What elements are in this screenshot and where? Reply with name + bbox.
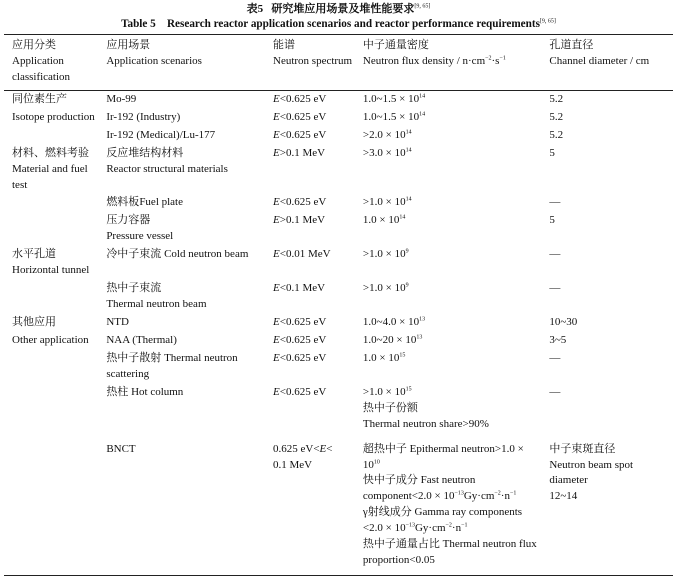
row-diameter: —: [549, 282, 561, 295]
row-flux: 1.0~1.5 × $10^{14}$: [362, 110, 426, 123]
row-scenario: NAA (Thermal): [106, 333, 177, 346]
table-row: [4, 332, 673, 350]
table-row: [4, 212, 673, 246]
caption-chinese: [4, 2, 673, 16]
header-spectrum: 能谱 Neutron spectrum: [273, 39, 353, 67]
row-flux: $>3.0 \times 10^{14}$: [362, 146, 412, 159]
table-row: [4, 350, 673, 384]
row-flux: $>1.0 \times 10^9$: [362, 282, 409, 295]
row-scenario: 热中子散射 Thermal neutron scattering: [106, 351, 238, 380]
table-row: [4, 145, 673, 195]
row-class: [4, 194, 98, 212]
row-spectrum: E<0.625 eV: [273, 110, 327, 123]
row-class: 水平孔道 Horizontal tunnel: [12, 248, 90, 277]
row-scenario: 压力容器 Pressure vessel: [106, 214, 174, 243]
caption-cn-prefix: 表5: [246, 3, 264, 15]
reactor-requirements-table: [4, 34, 673, 576]
row-spectrum: E>0.1 MeV: [273, 146, 326, 159]
row-diameter: 中子束斑直径 Neutron beam spot diameter 12~14: [549, 442, 634, 503]
row-flux: $1.0 \times 10^{15}$: [362, 351, 406, 364]
table-row: [4, 90, 673, 108]
row-diameter: —: [549, 351, 561, 364]
table-row: [4, 434, 673, 576]
row-class: [4, 280, 98, 314]
table-row: [4, 384, 673, 434]
row-scenario: Mo-99: [106, 92, 137, 105]
row-spectrum: E<0.625 eV: [273, 128, 327, 141]
row-spectrum: E>0.1 MeV: [273, 214, 326, 227]
row-scenario: 反应堆结构材料 Reactor structural materials: [106, 146, 228, 175]
table-row: [4, 246, 673, 280]
header-scenarios: 应用场景 Application scenarios: [106, 39, 202, 67]
row-spectrum: 0.625 eV<E< 0.1 MeV: [273, 442, 333, 471]
row-scenario: BNCT: [106, 442, 136, 455]
row-spectrum: E<0.1 MeV: [273, 282, 326, 295]
row-scenario: NTD: [106, 316, 129, 328]
row-flux: $>1.0 \times 10^{14}$: [362, 196, 412, 209]
table-header-row: [4, 35, 673, 91]
row-flux: 1.0~4.0 × $10^{13}$: [362, 316, 426, 328]
row-flux: 1.0~20 × $10^{13}$: [362, 333, 423, 346]
row-diameter: 5.2: [549, 128, 564, 141]
caption-cn-title: 研究堆应用场景及堆性能要求: [271, 3, 415, 15]
row-diameter: —: [549, 248, 561, 261]
header-flux-en: Neutron flux density / $n\cdot cm^{-2}\cdot s^{-1}$: [362, 54, 506, 67]
row-class: 材料、燃料考验 Material and fuel test: [12, 146, 89, 191]
row-class: 同位素生产: [12, 92, 67, 105]
row-spectrum: E<0.625 eV: [273, 196, 327, 209]
row-class: Isotope production: [12, 110, 95, 123]
row-scenario: 冷中子束流 Cold neutron beam: [106, 248, 249, 261]
row-class: Other application: [12, 333, 89, 346]
row-spectrum: E<0.625 eV: [273, 351, 327, 364]
row-class: 其他应用: [12, 316, 56, 328]
row-class: [4, 127, 98, 145]
header-classification: 应用分类 Application classification: [12, 39, 71, 83]
row-diameter: 5.2: [549, 92, 564, 105]
caption-en-title: Research reactor application scenarios and reactor performance requirements: [166, 18, 540, 30]
row-diameter: 3~5: [549, 333, 567, 346]
row-class: [4, 384, 98, 434]
row-scenario: 燃料板Fuel plate: [106, 196, 183, 209]
header-diameter: 孔道直径 Channel diameter / cm: [549, 39, 650, 67]
table-row: [4, 127, 673, 145]
row-diameter: 10~30: [549, 316, 578, 328]
table-row: [4, 109, 673, 127]
row-scenario: 热中子束流 Thermal neutron beam: [106, 282, 207, 311]
header-flux: 中子通量密度 Neutron flux density / $n\cdot cm^{-2}\cdot s^{-1}$: [355, 35, 541, 91]
row-class: [4, 434, 98, 576]
row-class: [4, 212, 98, 246]
row-diameter: 5.2: [549, 110, 564, 123]
row-flux: $>2.0 \times 10^{14}$: [362, 128, 412, 141]
row-spectrum: E<0.625 eV: [273, 333, 327, 346]
row-flux: 1.0~1.5 × $10^{14}$: [362, 92, 426, 105]
row-flux: $>1.0 \times 10^{15}$ 热中子份额 Thermal neutron share>90%: [362, 385, 489, 430]
row-spectrum: E<0.01 MeV: [273, 248, 331, 261]
row-diameter: 5: [549, 146, 555, 159]
row-scenario: Ir-192 (Industry): [106, 110, 181, 123]
row-scenario: Ir-192 (Medical)/Lu-177: [106, 128, 216, 141]
row-diameter: —: [549, 196, 561, 209]
row-flux: 超热中子 Epithermal neutron>1.0 × $10^{10}$ 快中子成分 Fast neutron component<2.0 × $10^{-13}Gy\cdot cm^{-2}\cdot n^{-1}$ γ射线成分 Gamma ray components $<2.0 \times 10^{-13}Gy\cdot cm^{-2}\cdot n^{-1}$ 热中子通量占比 Thermal neutron flux proportion<0.05: [362, 442, 537, 567]
row-flux: $1.0 \times 10^{14}$: [362, 214, 406, 227]
row-spectrum: E<0.625 eV: [273, 385, 327, 398]
caption-en-refs[interactable]: [9, 65]: [539, 18, 556, 25]
row-flux: $>1.0 \times 10^9$: [362, 248, 409, 261]
caption-cn-refs[interactable]: [9, 65]: [414, 3, 431, 10]
row-scenario: 热柱 Hot column: [106, 385, 184, 398]
table-row: [4, 314, 673, 332]
caption-english: [4, 16, 673, 34]
table-row: [4, 194, 673, 212]
row-spectrum: E<0.625 eV: [273, 92, 327, 105]
row-spectrum: E<0.625 eV: [273, 316, 327, 328]
row-diameter: —: [549, 385, 561, 398]
row-diameter: 5: [549, 214, 555, 227]
row-class: [4, 350, 98, 384]
caption-en-prefix: Table 5: [121, 18, 156, 30]
table-row: [4, 280, 673, 314]
